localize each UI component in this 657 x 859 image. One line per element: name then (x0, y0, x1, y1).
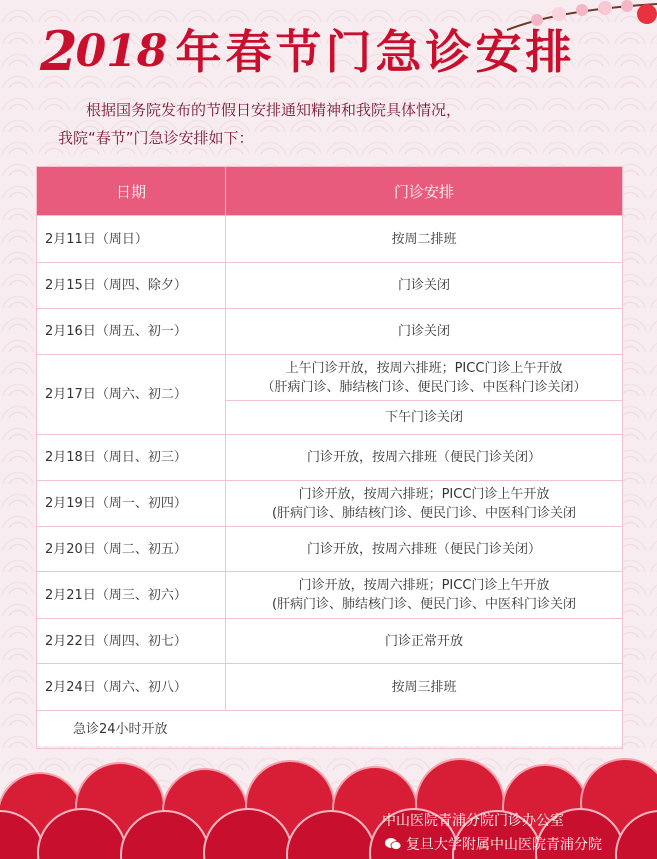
title-heading: 年春节门急诊安排 (175, 25, 576, 79)
intro-paragraph (58, 96, 628, 152)
row-date: 2月22日（周四、初七） (37, 619, 226, 664)
row-date: 2月15日（周四、除夕） (37, 263, 226, 309)
table-row (37, 309, 623, 355)
schedule-table-container (36, 166, 622, 746)
row-schedule-am-line2: （肝病门诊、肺结核门诊、便民门诊、中医科门诊关闭） (261, 379, 587, 395)
table-row (37, 572, 623, 619)
table-row (37, 619, 623, 664)
intro-line-1: 根据国务院发布的节假日安排通知精神和我院具体情况， (86, 101, 462, 119)
row-schedule: 按周二排班 (226, 216, 623, 263)
year-digits: 018 (75, 26, 168, 77)
table-row (37, 527, 623, 572)
row-schedule: 门诊正常开放 (226, 619, 623, 664)
table-row (37, 435, 623, 481)
row-schedule-am-line1: 上午门诊开放，按周六排班；PICC门诊上午开放 (285, 360, 563, 376)
row-schedule-line2: (肝病门诊、肺结核门诊、便民门诊、中医科门诊关闭 (271, 505, 577, 521)
row-schedule (226, 572, 623, 619)
table-row (37, 263, 623, 309)
table-row (37, 481, 623, 527)
row-schedule (226, 481, 623, 527)
row-date: 2月24日（周六、初八） (37, 664, 226, 711)
emergency-note: 急诊24小时开放 (37, 711, 623, 749)
row-schedule: 门诊开放，按周六排班（便民门诊关闭） (226, 435, 623, 481)
header-schedule: 门诊安排 (226, 167, 623, 216)
row-date: 2月16日（周五、初一） (37, 309, 226, 355)
intro-line-2: 我院“春节”门急诊安排如下： (58, 129, 254, 147)
footer-account-name: 复旦大学附属中山医院青浦分院 (406, 837, 602, 853)
table-row (37, 355, 623, 401)
table-row (37, 216, 623, 263)
row-schedule-line1: 门诊开放，按周六排班；PICC门诊上午开放 (298, 486, 550, 502)
row-schedule-am (226, 355, 623, 401)
table-row (37, 711, 623, 749)
row-schedule: 门诊开放，按周六排班（便民门诊关闭） (226, 527, 623, 572)
row-date: 2月20日（周二、初五） (37, 527, 226, 572)
row-schedule-pm: 下午门诊关闭 (226, 401, 623, 435)
row-date: 2月18日（周日、初三） (37, 435, 226, 481)
row-date: 2月11日（周日） (37, 216, 226, 263)
row-schedule: 门诊关闭 (226, 309, 623, 355)
row-schedule-line2: (肝病门诊、肺结核门诊、便民门诊、中医科门诊关闭 (271, 597, 577, 612)
page-title (40, 18, 576, 83)
wechat-icon (384, 837, 402, 851)
year-prefix: 2 (40, 19, 76, 83)
row-schedule: 门诊关闭 (226, 263, 623, 309)
row-date: 2月21日（周三、初六） (37, 572, 226, 619)
footer-account (384, 834, 602, 854)
row-schedule-line1: 门诊开放，按周六排班；PICC门诊上午开放 (298, 578, 550, 593)
row-date: 2月17日（周六、初二） (37, 355, 226, 435)
row-schedule: 按周三排班 (226, 664, 623, 711)
table-row (37, 664, 623, 711)
footer-office: 中山医院青浦分院门诊办公室 (382, 813, 564, 829)
schedule-table (36, 166, 623, 749)
table-header-row (37, 167, 623, 216)
header-date: 日期 (37, 167, 226, 216)
row-date: 2月19日（周一、初四） (37, 481, 226, 527)
